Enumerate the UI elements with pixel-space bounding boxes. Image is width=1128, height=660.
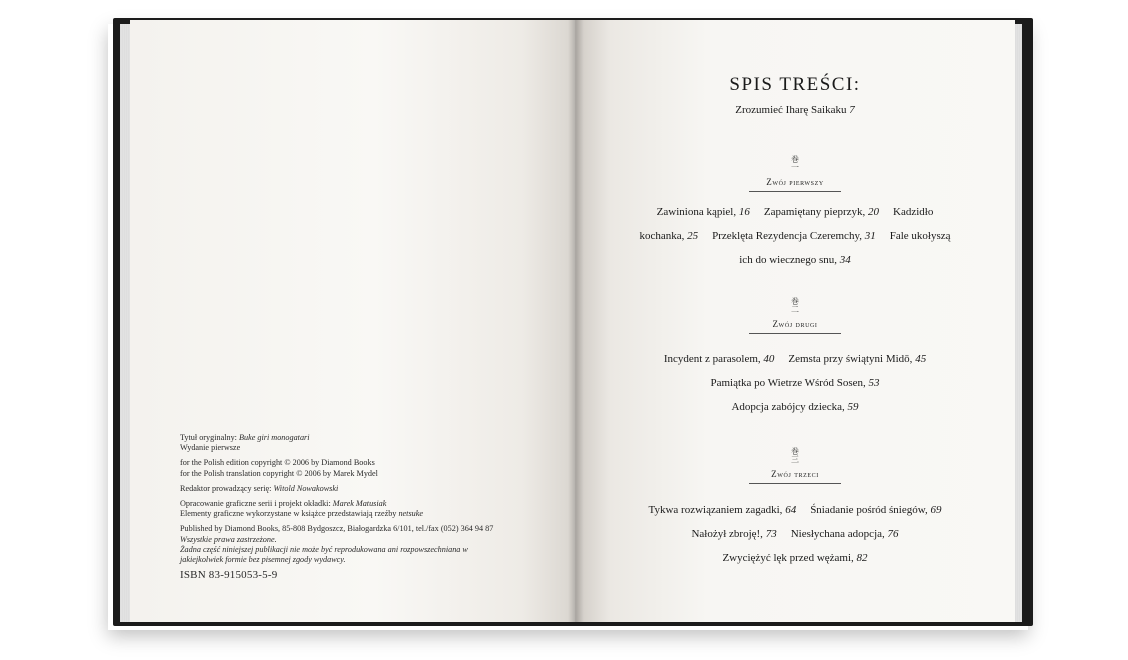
elements-line: Elementy graficzne wykorzystane w książce przedstawiają rzeźby [180, 509, 397, 519]
scroll-divider [749, 191, 841, 192]
design-label: Opracowanie graficzne serii i projekt okładki: [180, 499, 331, 509]
scroll-heading [575, 156, 1015, 192]
toc-entry-page: 82 [856, 552, 868, 564]
toc-line [575, 254, 1015, 266]
design-by: Marek Matusiak [332, 499, 387, 509]
toc-entry [712, 230, 876, 242]
toc-entry [664, 353, 775, 365]
toc-entry-page: 69 [930, 504, 942, 516]
toc-entry-page: 76 [887, 528, 899, 540]
original-title-label: Tytuł oryginalny: [180, 433, 237, 442]
scroll-kanji-top: 巻 [791, 297, 799, 306]
toc-entry-title: Niesłychana adopcja, [790, 528, 885, 540]
toc-entry-page: 34 [839, 254, 851, 266]
toc-entry [639, 230, 698, 242]
edition: Wydanie pierwsze [180, 443, 241, 453]
scroll-divider [749, 483, 841, 484]
toc-entry-title: Zapamiętany pieprzyk, [763, 206, 866, 218]
toc-line [575, 528, 1015, 540]
toc-entry [890, 230, 951, 242]
right-page [575, 20, 1015, 622]
toc-entry-page: 20 [868, 206, 879, 218]
left-page [130, 20, 575, 622]
toc-entry [649, 504, 797, 516]
toc-entry-title: kochanka, [639, 230, 685, 242]
toc-entry-page: 59 [847, 401, 859, 413]
scroll-kanji-bottom: 二 [791, 305, 799, 314]
toc-entry [791, 528, 899, 540]
toc-entry [722, 552, 867, 564]
scroll-kanji-bottom: 三 [791, 455, 799, 464]
toc-entry-title: Adopcja zabójcy dziecka, [731, 401, 845, 413]
scroll-name: Zwój trzeci [771, 469, 819, 479]
toc-entry [739, 254, 851, 266]
isbn: ISBN 83-915053-5-9 [180, 569, 278, 582]
toc-entry-title: Fale ukołyszą [889, 230, 951, 242]
toc-entry-page: 45 [915, 353, 927, 365]
toc-entry-page: 31 [864, 230, 876, 242]
toc-line [575, 353, 1015, 365]
toc-entry-page: 25 [687, 230, 699, 242]
scroll-name: Zwój drugi [772, 319, 818, 329]
scroll-name: Zwój pierwszy [766, 177, 824, 187]
toc-entry [710, 377, 879, 389]
toc-entry-title: ich do wiecznego snu, [739, 254, 837, 266]
toc-line [575, 377, 1015, 389]
toc-line [575, 206, 1015, 218]
toc-entry [893, 206, 933, 218]
scroll-kanji-bottom: 一 [791, 163, 799, 172]
scroll-kanji-top: 巻 [791, 155, 799, 164]
scroll-kanji-top: 巻 [791, 447, 799, 456]
toc-intro [575, 104, 1015, 116]
toc-entry-title: Przeklęta Rezydencja Czeremchy, [712, 230, 862, 242]
rights: Wszystkie prawa zastrzeżone. [180, 534, 277, 544]
toc-line [575, 401, 1015, 413]
series-editor-label: Redaktor prowadzący serię: [180, 483, 272, 493]
toc-entry-page: 53 [868, 377, 880, 389]
series-editor: Witold Nowakowski [273, 483, 339, 493]
toc-entry-page: 40 [763, 353, 775, 365]
toc-line [575, 230, 1015, 242]
toc-entry [731, 401, 858, 413]
toc-entry-page: 16 [738, 206, 750, 218]
toc-entry-title: Incydent z parasolem, [663, 353, 761, 365]
copyright-translation: for the Polish translation copyright © 2006 by Marek Mydel [180, 468, 378, 478]
book-gutter [568, 20, 584, 622]
no-reproduction-2: jakiejkolwiek formie bez pisemnej zgody wydawcy. [180, 555, 346, 565]
no-reproduction-1: Żadna część niniejszej publikacji nie może być reprodukowana ani rozpowszechniana w [180, 544, 468, 554]
toc-entry-title: Tykwa rozwiązaniem zagadki, [648, 504, 783, 516]
toc-entry [691, 528, 776, 540]
toc-entry [764, 206, 879, 218]
toc-entry-title: Nałożył zbroję!, [691, 528, 763, 540]
scroll-divider [749, 333, 841, 334]
imprint [180, 433, 540, 580]
toc-entry-title: Zemsta przy świątyni Midō, [788, 353, 913, 365]
toc-entry [810, 504, 941, 516]
toc-entry-title: Śniadanie pośród śniegów, [810, 504, 928, 516]
scroll-heading [575, 448, 1015, 484]
published-by: Published by Diamond Books, 85-808 Bydgoszcz, Białogardzka 6/101, tel./fax (052) 364 94 87 [180, 524, 494, 534]
scroll-heading [575, 298, 1015, 334]
toc-entry-title: Zawiniona kąpiel, [656, 206, 737, 218]
toc-entry-page: 64 [785, 504, 797, 516]
toc-entry-page: 73 [765, 528, 777, 540]
toc-line [575, 552, 1015, 564]
toc-title: SPIS TREŚCI: [729, 74, 861, 95]
copyright-edition: for the Polish edition copyright © 2006 by Diamond Books [180, 458, 375, 468]
toc-entry-title: Pamiątka po Wietrze Wśród Sosen, [710, 377, 866, 389]
toc-entry [657, 206, 750, 218]
toc-line [575, 504, 1015, 516]
toc-intro-text: Zrozumieć Iharę Saikaku [735, 104, 847, 116]
original-title: Buke giri monogatari [239, 433, 310, 442]
elements-italic: netsuke [398, 509, 424, 519]
toc-entry-title: Kadzidło [893, 206, 934, 218]
toc-entry-title: Zwyciężyć lęk przed wężami, [722, 552, 854, 564]
toc-intro-page: 7 [849, 104, 855, 116]
toc-entry [788, 353, 926, 365]
